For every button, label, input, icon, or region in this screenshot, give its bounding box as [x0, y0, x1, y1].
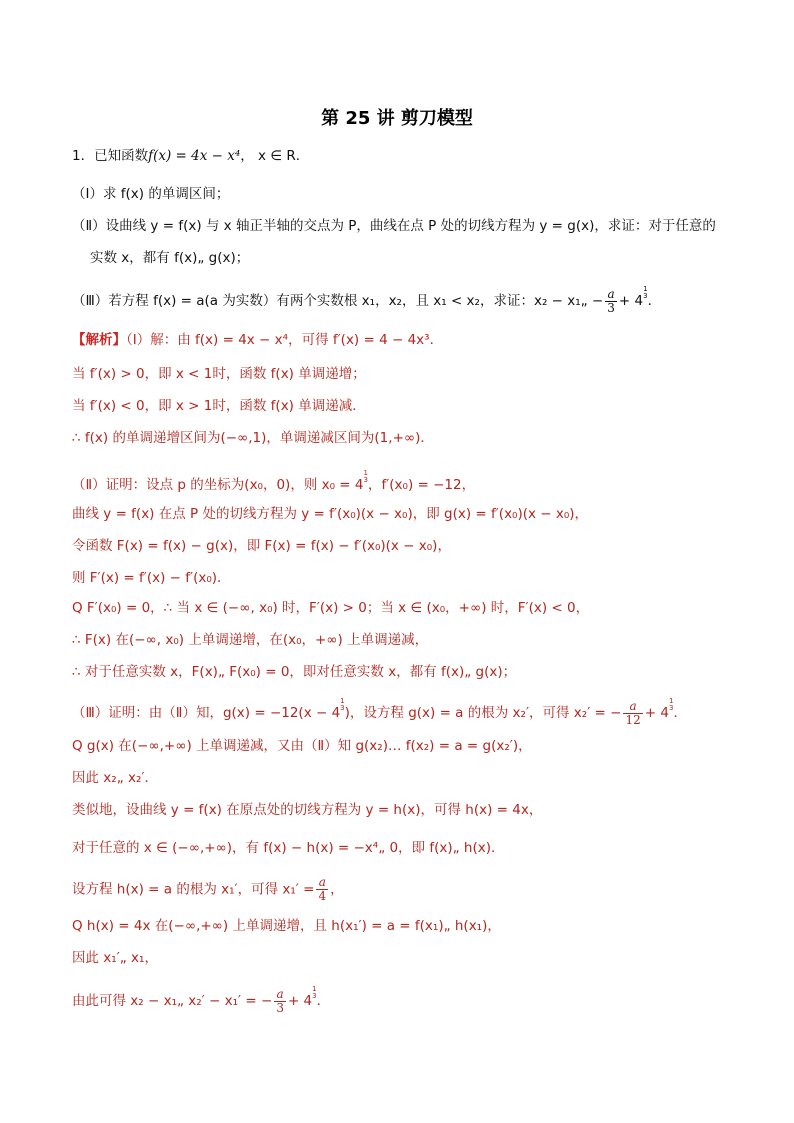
solution-line-1: [72, 330, 443, 350]
period: ．: [673, 705, 687, 721]
solution-line-10: ∴ F(x) 在(−∞, x₀) 上单调递增，在(x₀，+∞) 上单调递减，: [72, 632, 429, 648]
solution-line-12: [72, 698, 687, 727]
solution-text: ，f′(x₀) = −12，: [367, 477, 476, 493]
fraction-a-over-4: $\frac{a}{4}$: [318, 875, 327, 903]
exponent-one-third: 1 3: [668, 697, 674, 712]
solution-label: 【解析】: [72, 332, 126, 348]
solution-line-11: ∴ 对于任意实数 x，F(x)„ F(x₀) = 0，即对任意实数 x，都有 f(x)„ g(x)；: [72, 664, 517, 680]
solution-text: （Ⅲ）证明：由（Ⅱ）知，g(x) = −12(x − 4: [72, 705, 341, 721]
solution-line-6: 曲线 y = f(x) 在点 P 处的切线方程为 y = f′(x₀)(x − x₀)，即 g(x) = f′(x₀)(x − x₀)，: [72, 506, 589, 522]
solution-line-9: Q F′(x₀) = 0，∴ 当 x ∈ (−∞, x₀) 时，F′(x) > 0；当 x ∈ (x₀，+∞) 时，F′(x) < 0，: [72, 600, 590, 616]
solution-line-17: [72, 876, 344, 903]
fraction-a-over-3: $\frac{a}{3}$: [276, 986, 284, 1015]
question-stem: [72, 146, 309, 166]
period: ．: [316, 993, 331, 1009]
stem-domain: ， x ∈ R．: [240, 148, 310, 164]
solution-line-15: 类似地，设曲线 y = f(x) 在原点处的切线方程为 y = h(x)，可得 h(x) = 4x，: [72, 802, 543, 818]
solution-line-13: Q g(x) 在(−∞,+∞) 上单调递减，又由（Ⅱ）知 g(x₂)… f(x₂) = a = g(x₂′)，: [72, 738, 532, 754]
function-definition: f(x) = 4x − x⁴: [148, 148, 241, 164]
question-part-3: [72, 286, 661, 315]
part-3-text: （Ⅲ）若方程 f(x) = a(a 为实数）有两个实数根 x₁，x₂，且 x₁ < x₂，求证：x₂ − x₁„ −: [72, 293, 604, 309]
question-part-2-line-2: 实数 x，都有 f(x)„ g(x)；: [90, 250, 250, 266]
plus-four: + 4: [287, 993, 313, 1009]
fraction-a-over-12: $\frac{a}{12}$: [625, 698, 641, 727]
solution-line-2: 当 f′(x) > 0，即 x < 1时，函数 f(x) 单调递增；: [72, 366, 366, 382]
solution-line-18: Q h(x) = 4x 在(−∞,+∞) 上单调递增，且 h(x₁′) = a = f(x₁)„ h(x₁)，: [72, 918, 501, 934]
solution-text: 设方程 h(x) = a 的根为 x₁′，可得 x₁′ =: [72, 881, 315, 898]
plus-four: + 4: [618, 293, 644, 309]
solution-line-14: 因此 x₂„ x₂′．: [72, 770, 158, 786]
page-title: 第 25 讲 剪刀模型: [321, 108, 473, 129]
comma: ，: [330, 881, 344, 898]
question-number: 1．: [72, 148, 95, 164]
solution-text: )，设方程 g(x) = a 的根为 x₂′，可得 x₂′ = −: [344, 705, 622, 721]
solution-text: （Ⅱ）证明：设点 p 的坐标为(x₀，0)，则 x₀ = 4: [72, 477, 364, 493]
solution-line-20: [72, 986, 330, 1015]
solution-text: （Ⅰ）解：由 f(x) = 4x − x⁴，可得 f′(x) = 4 − 4x³．: [126, 332, 444, 348]
solution-text: 由此可得 x₂ − x₁„ x₂′ − x₁′ = −: [72, 993, 273, 1009]
solution-line-5: [72, 470, 475, 495]
exponent-one-third: 1 3: [340, 697, 345, 712]
question-part-1: （Ⅰ）求 f(x) 的单调区间；: [72, 186, 230, 202]
solution-line-8: 则 F′(x) = f′(x) − f′(x₀)．: [72, 570, 231, 586]
exponent-one-third: 1 3: [363, 469, 368, 484]
solution-line-19: 因此 x₁′„ x₁，: [72, 950, 158, 966]
fraction-a-over-3: $\frac{a}{3}$: [607, 286, 615, 315]
question-part-2-line-1: （Ⅱ）设曲线 y = f(x) 与 x 轴正半轴的交点为 P，曲线在点 P 处的切线方程为 y = g(x)，求证：对于任意的: [72, 218, 716, 234]
plus-four: + 4: [644, 705, 669, 721]
period: ．: [647, 293, 662, 309]
solution-line-7: 令函数 F(x) = f(x) − g(x)，即 F(x) = f(x) − f′(x₀)(x − x₀)，: [72, 538, 451, 554]
exponent-one-third: 1 3: [643, 285, 648, 300]
solution-line-4: ∴ f(x) 的单调递增区间为(−∞,1)，单调递减区间为(1,+∞)．: [72, 430, 434, 446]
solution-line-3: 当 f′(x) < 0，即 x > 1时，函数 f(x) 单调递减．: [72, 398, 366, 414]
solution-line-16: 对于任意的 x ∈ (−∞,+∞)，有 f(x) − h(x) = −x⁴„ 0，即 f(x)„ h(x)．: [72, 840, 505, 856]
stem-prefix: 已知函数: [94, 148, 149, 164]
exponent-one-third: 1 3: [312, 985, 317, 1000]
